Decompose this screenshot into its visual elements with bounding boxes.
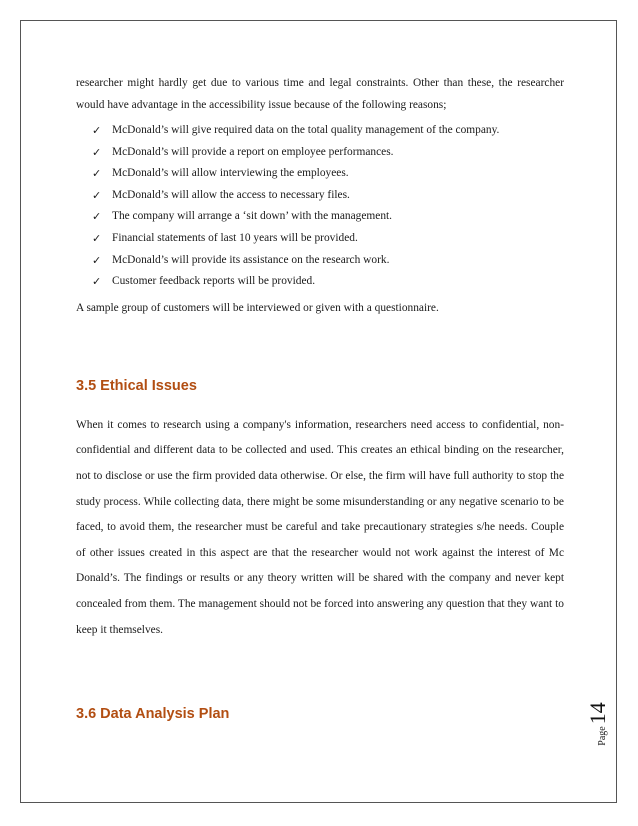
list-item-text: Customer feedback reports will be provided.: [112, 275, 316, 288]
list-item: [92, 142, 564, 164]
list-item-text: Financial statements of last 10 years will be provided.: [112, 231, 358, 244]
list-item-text: McDonald’s will allow interviewing the employees.: [112, 167, 349, 180]
list-item: [92, 271, 564, 293]
sample-paragraph: A sample group of customers will be interviewed or given with a questionnaire.: [76, 301, 439, 314]
section-heading-ethical-issues: 3.5 Ethical Issues: [76, 377, 197, 394]
checkmark-icon: ✓: [92, 124, 102, 137]
reasons-list: [76, 120, 564, 293]
list-item-text: McDonald’s will give required data on the total quality management of the company.: [112, 124, 500, 136]
list-item-text: McDonald’s will allow the access to necessary files.: [112, 188, 350, 201]
checkmark-icon: ✓: [92, 145, 102, 159]
intro-paragraph: researcher might hardly get due to various time and legal constraints. Other than these, the researcher would have advantage in the accessibility issue because of the following reasons;: [76, 77, 564, 111]
list-item: [92, 120, 564, 142]
section-heading-data-analysis-plan: 3.6 Data Analysis Plan: [76, 706, 230, 723]
checkmark-icon: ✓: [92, 188, 102, 202]
list-item-text: McDonald’s will provide a report on employee performances.: [112, 145, 394, 158]
checkmark-icon: ✓: [92, 253, 102, 267]
checkmark-icon: ✓: [92, 210, 102, 224]
page-number-value: 14: [585, 702, 610, 725]
list-item: [92, 185, 564, 207]
page-number-label: Page: [597, 726, 608, 746]
checkmark-icon: ✓: [92, 231, 102, 245]
list-item-text: The company will arrange a ‘sit down’ with the management.: [112, 210, 393, 223]
list-item: [92, 250, 564, 272]
checkmark-icon: ✓: [92, 167, 102, 181]
list-item: [92, 163, 564, 185]
ethical-issues-paragraph: When it comes to research using a company's information, researchers need access to confidential, non-confidential and different data to be collected and used. This creates an ethical binding on the researcher, not to disclose or use the firm provided data otherwise. Or else, the firm will have full authority to stop the study process. While collecting data, there might be some misunderstanding or any negative scenario to be faced, to avoid them, the researcher must be careful and take precautionary strategies s/he needs. Couple of other issues created in this aspect are that the researcher would not work against the interest of Mc Donald’s. The findings or results or any theory written will be shared with the company and never kept concealed from them. The management should not be forced into answering any question that they want to keep it themselves.: [76, 418, 564, 636]
list-item: [92, 228, 564, 250]
page-number: [578, 694, 618, 754]
list-item: [92, 206, 564, 228]
list-item-text: McDonald’s will provide its assistance on the research work.: [112, 253, 390, 266]
checkmark-icon: ✓: [92, 275, 102, 289]
document-body: [76, 72, 564, 725]
